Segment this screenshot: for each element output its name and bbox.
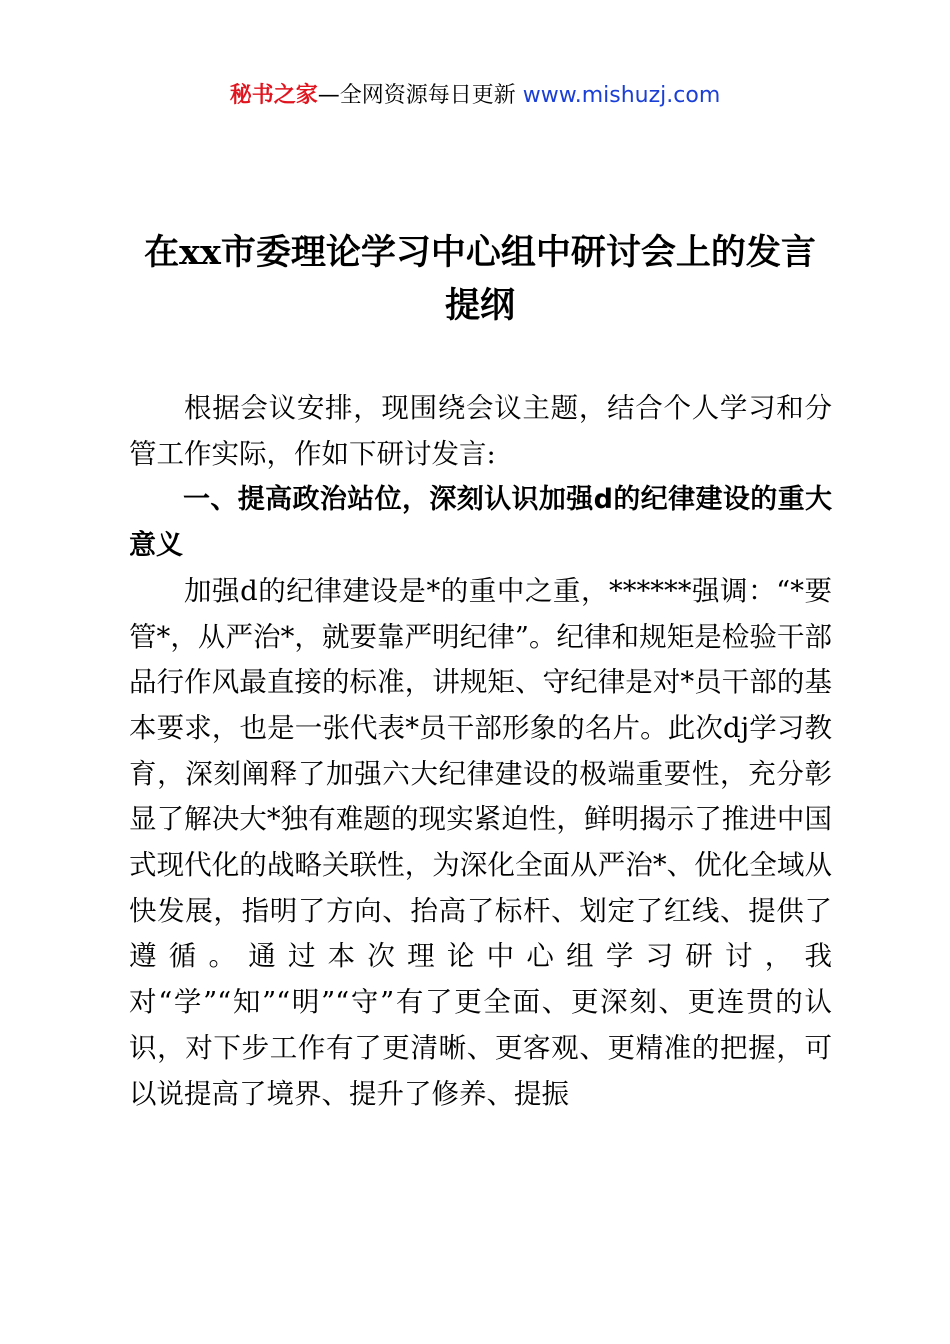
body-paragraph: 加强d的纪律建设是*的重中之重，******强调：“*要管*，从严治*，就要靠严明纪律”。纪律和规矩是检验干部品行作风最直接的标准，讲规矩、守纪律是对*员干部的基本要求，也是一张代表*员干部形象的名片。此次dj学习教育，深刻阐释了加强六大纪律建设的极端重要性，充分彰显了解决大*独有难题的现实紧迫性，鲜明揭示了推进中国式现代化的战略关联性，为深化全面从严治*、优化全域从快发展，指明了方向、抬高了标杆、划定了红线、提供了遵循。通过本次理论中心组学习研讨，我对“学”“知”“明”“守”有了更全面、更深刻、更连贯的认识，对下步工作有了更清晰、更客观、更精准的把握，可以说提高了境界、提升了修养、提振 [129, 574, 832, 1110]
site-tagline: —全网资源每日更新 [317, 83, 523, 108]
section-heading: 一、提高政治站位，深刻认识加强d的纪律建设的重大意义 [129, 484, 832, 562]
site-brand: 秘书之家 [229, 83, 318, 108]
site-header [0, 80, 950, 112]
intro-paragraph: 根据会议安排，现围绕会议主题，结合个人学习和分管工作实际，作如下研讨发言: [129, 392, 832, 470]
document-body [129, 386, 832, 1117]
site-url-link[interactable]: www.mishuzj.com [522, 83, 721, 108]
document-title: 在xx市委理论学习中心组中研讨会上的发言提纲 [144, 232, 816, 326]
